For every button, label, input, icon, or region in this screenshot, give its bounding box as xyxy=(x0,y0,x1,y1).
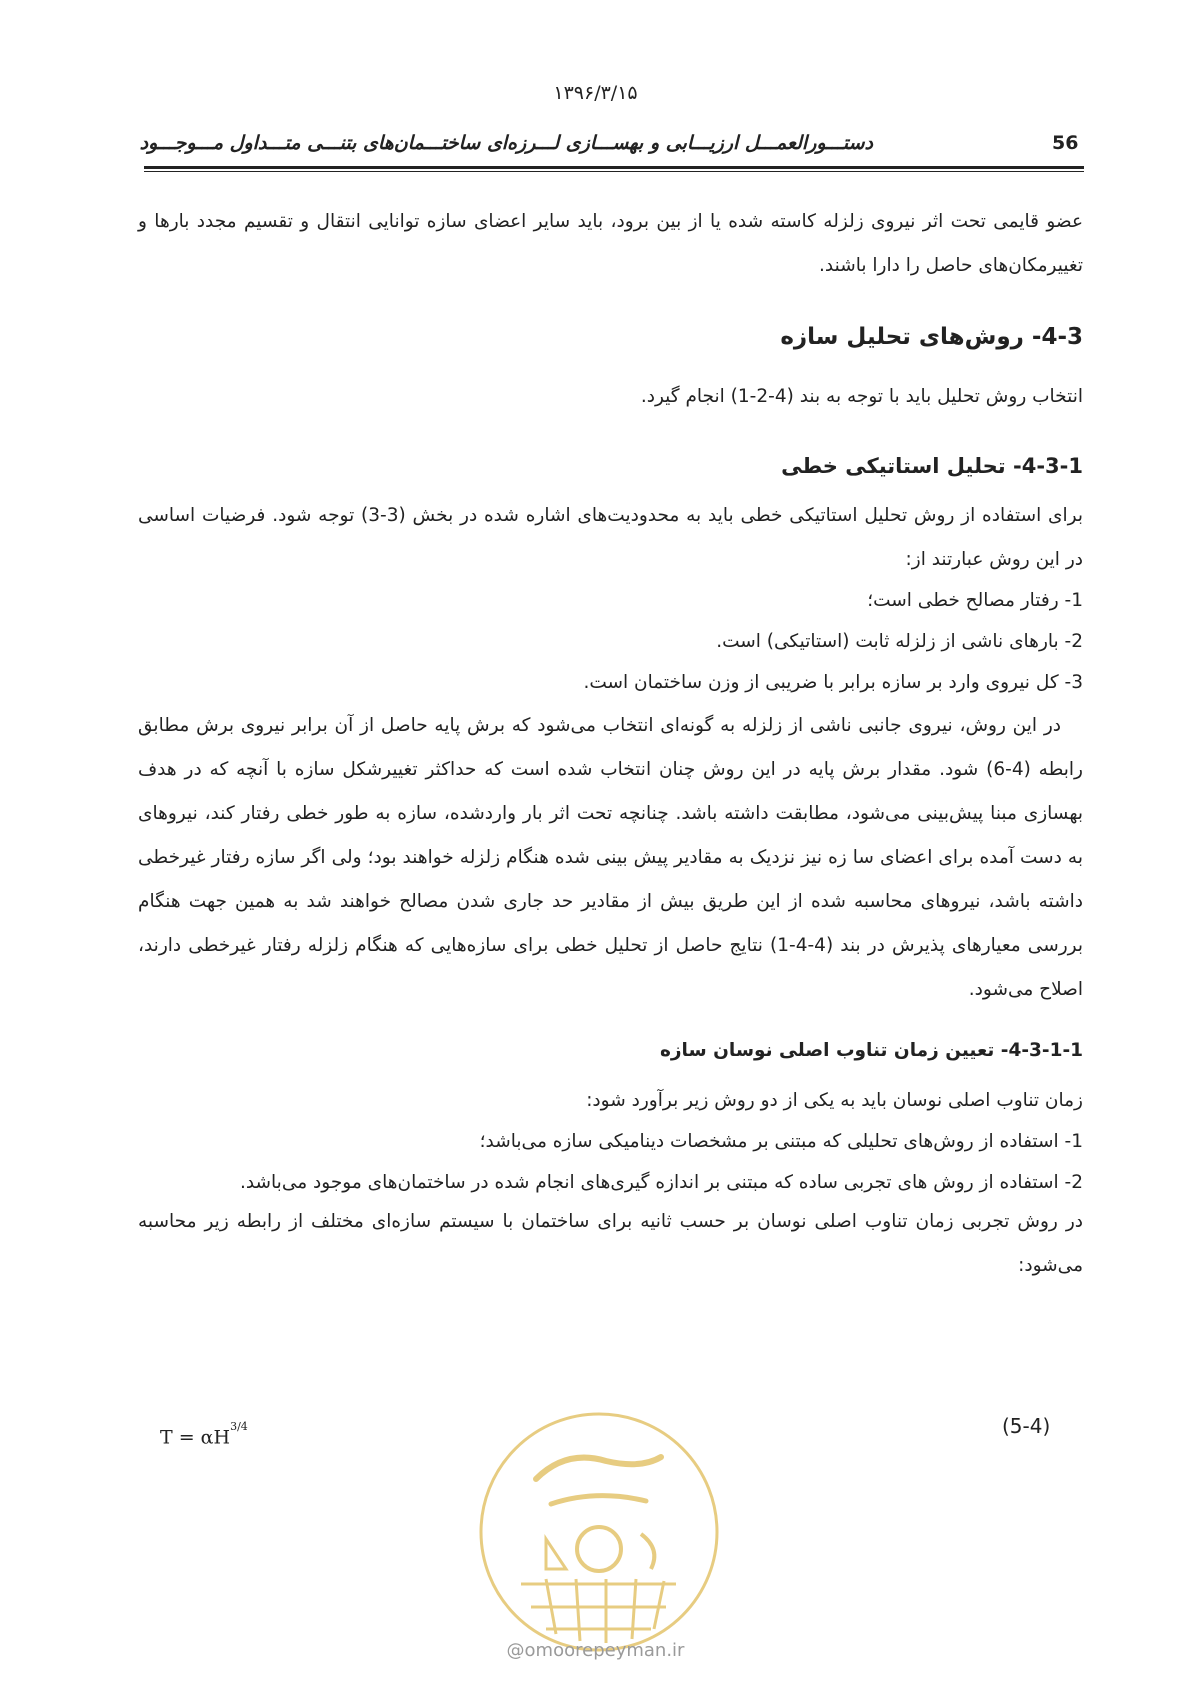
section-4-3-1-1-text: زمان تناوب اصلی نوسان باید به یکی از دو روش زیر برآورد شود: xyxy=(586,1090,1083,1111)
list-item: 1- استفاده از روش‌های تحلیلی که مبتنی بر مشخصات دینامیکی سازه می‌باشد؛ xyxy=(479,1131,1083,1152)
header-rule-thick xyxy=(144,166,1084,169)
section-4-3-1-1-paragraph: در روش تجربی زمان تناوب اصلی نوسان بر حسب ثانیه برای ساختمان با سیستم سازه‌ای مختلف از رابطه زیر محاسبه می‌شود: xyxy=(138,1211,1083,1276)
section-4-3-1-1-heading: 4-3-1-1- تعیین زمان تناوب اصلی نوسان سازه xyxy=(659,1040,1083,1061)
list-item: 2- استفاده از روش های تجربی ساده که مبتنی بر اندازه گیری‌های انجام شده در ساختمان‌های موجود می‌باشد. xyxy=(239,1172,1083,1193)
section-4-3-1-intro: برای استفاده از روش تحلیل استاتیکی خطی باید به محدودیت‌های اشاره شده در بخش (3-3) توجه شود. فرضیات اساسی در این روش عبارتند از: xyxy=(138,505,1083,570)
formula-base: T = αH xyxy=(160,1426,231,1449)
section-4-3-1-1-body xyxy=(138,1080,1083,1203)
section-4-3-heading: 4-3- روش‌های تحلیل سازه xyxy=(780,324,1083,350)
section-4-3-1-heading: 4-3-1- تحلیل استاتیکی خطی xyxy=(781,454,1083,478)
header-title: دستـــورالعمـــل ارزیـــابی و بهســـازی لـــرزه‌ای ساختـــمان‌های بتنـــی متـــداول مـــوجـــود xyxy=(139,132,873,154)
section-4-3-text: انتخاب روش تحلیل باید با توجه به بند (4-2-1) انجام گیرد. xyxy=(640,386,1083,407)
section-4-3-1-paragraph: در این روش، نیروی جانبی ناشی از زلزله به گونه‌ای انتخاب می‌شود که برش پایه حاصل از آن برابر نیروی برش مطابق رابطه (4-6) شود. مقدار برش پایه در این روش چنان انتخاب شده است که حداکثر تغییرشکل سازه با آنچه که در هدف بهسازی مبنا پیش‌بینی می‌شود، مطابقت داشته باشد. چنانچه تحت اثر بار واردشده، سازه به طور خطی رفتار کند، نیروهای به دست آمده برای اعضای سا زه نیز نزدیک به مقادیر پیش بینی شده هنگام زلزله خواهند بود؛ ولی اگر سازه رفتار غیرخطی داشته باشد، نیروهای محاسبه شده از این طریق بیش از مقادیر حد جاری شدن مصالح خواهند شد به همین جهت هنگام بررسی معیارهای پذیرش در بند (4-4-1) نتایج حاصل از تحلیل خطی برای سازه‌هایی که هنگام زلزله رفتار غیرخطی دارند، اصلاح می‌شود. xyxy=(138,715,1083,1000)
header-date: ۱۳۹۶/۳/۱۵ xyxy=(553,82,638,104)
list-item: 1- رفتار مصالح خطی است؛ xyxy=(867,590,1083,611)
equation-number: (5-4) xyxy=(1002,1414,1051,1438)
watermark-logo-icon xyxy=(476,1409,722,1655)
watermark-site: @omoorepeyman.ir xyxy=(506,1640,685,1661)
page-number: 56 xyxy=(1052,132,1079,154)
assumptions-list xyxy=(138,580,1083,703)
list-item: 3- کل نیروی وارد بر سازه برابر با ضریبی از وزن ساختمان است. xyxy=(583,672,1083,693)
period-formula xyxy=(160,1420,248,1449)
at-icon: @ xyxy=(506,1640,525,1661)
formula-exponent: 3/4 xyxy=(230,1420,248,1433)
list-item: 2- بارهای ناشی از زلزله ثابت (استاتیکی) است. xyxy=(716,631,1083,652)
intro-paragraph: عضو قایمی تحت اثر نیروی زلزله کاسته شده یا از بین برود، باید سایر اعضای سازه توانایی انتقال و تقسیم مجدد بارها و تغییرمکان‌های حاصل را دارا باشند. xyxy=(138,211,1083,276)
header-rule-thin xyxy=(144,171,1084,172)
